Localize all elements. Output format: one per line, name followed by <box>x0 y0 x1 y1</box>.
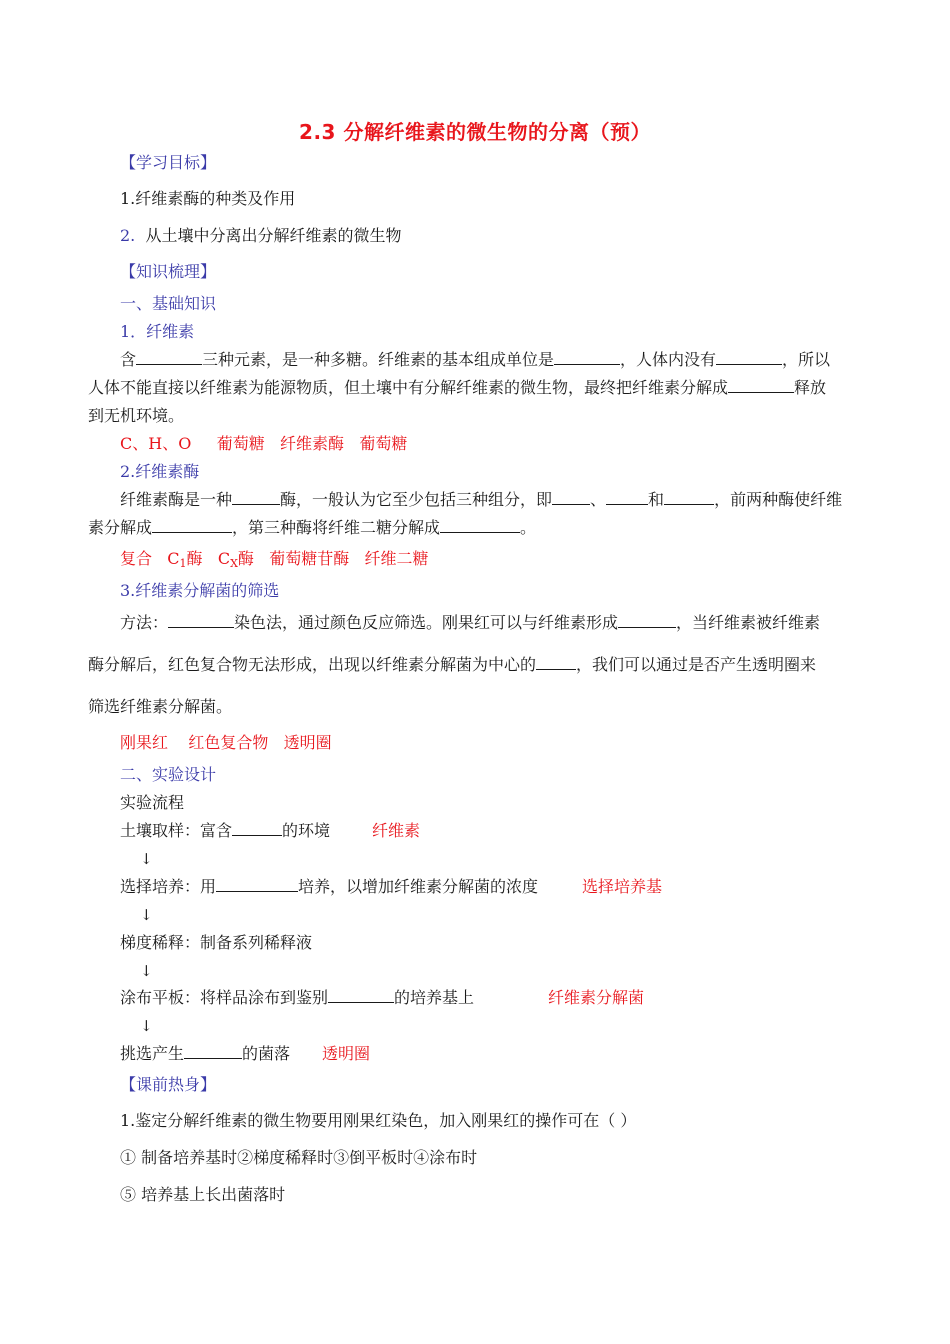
cellulose-line-2 <box>88 377 826 399</box>
fill-blank <box>136 349 202 365</box>
flow-step-5 <box>120 1043 290 1065</box>
fill-blank <box>152 517 232 533</box>
fill-blank <box>716 349 782 365</box>
answer-part: 酶 <box>186 549 203 568</box>
answer: 葡萄糖 <box>359 434 408 453</box>
flow-step-2-answer: 选择培养基 <box>582 877 663 896</box>
answer: 复合 <box>120 549 153 568</box>
fill-blank <box>232 489 280 505</box>
fill-blank <box>606 489 648 505</box>
fill-blank <box>552 489 590 505</box>
flow-step-1-answer: 纤维素 <box>372 821 421 840</box>
text-segment: 土壤取样：富含 <box>120 821 233 840</box>
question-1-options-a: ① 制备培养基时②梯度稀释时③倒平板时④涂布时 <box>120 1148 478 1167</box>
answer-part: 酶 <box>237 549 254 568</box>
fill-blank <box>232 820 282 836</box>
text-segment: 、 <box>590 490 607 509</box>
fill-blank <box>554 349 620 365</box>
flow-step-1 <box>120 820 330 842</box>
screening-answers <box>120 732 332 754</box>
screening-line-3: 筛选纤维素分解菌。 <box>88 697 233 716</box>
text-segment: 素分解成 <box>88 518 153 537</box>
text-segment: 的环境 <box>282 821 331 840</box>
answer-part: C <box>217 549 231 568</box>
answer <box>167 549 202 568</box>
answer-subscript: X <box>230 557 238 570</box>
text-segment: 释放 <box>794 378 827 397</box>
goal-2-number: 2. <box>120 226 136 245</box>
text-segment: ，人体内没有 <box>620 350 717 369</box>
answer: 葡萄糖 <box>216 434 265 453</box>
fill-blank <box>440 517 520 533</box>
text-segment: 涂布平板：将样品涂布到鉴别 <box>120 988 329 1007</box>
answer: 透明圈 <box>283 733 332 752</box>
answer: 葡萄糖苷酶 <box>269 549 350 568</box>
text-segment: 纤维素酶是一种 <box>120 490 233 509</box>
screening-line-2 <box>88 654 816 676</box>
down-arrow-icon: ↓ <box>140 1017 153 1035</box>
answer-subscript: 1 <box>179 557 187 570</box>
answer: C、H、O <box>120 434 192 453</box>
text-segment: 。 <box>520 518 537 537</box>
text-segment: 人体不能直接以纤维素为能源物质，但土壤中有分解纤维素的微生物，最终把纤维素分解成 <box>88 378 729 397</box>
answer <box>218 549 254 568</box>
answer: 红色复合物 <box>188 733 269 752</box>
down-arrow-icon: ↓ <box>140 906 153 924</box>
text-segment: 的菌落 <box>242 1044 291 1063</box>
cellulose-header: 1．纤维素 <box>120 322 195 341</box>
enzyme-header: 2.纤维素酶 <box>120 462 200 481</box>
flow-step-4 <box>120 987 474 1009</box>
knowledge-header: 【知识梳理】 <box>120 262 217 281</box>
question-1-options-b: ⑤ 培养基上长出菌落时 <box>120 1185 286 1204</box>
screening-header: 3.纤维素分解菌的筛选 <box>120 581 280 600</box>
text-segment: 的培养基上 <box>394 988 475 1007</box>
cellulose-answers <box>120 433 407 455</box>
enzyme-line-1 <box>120 489 842 511</box>
text-segment: 挑选产生 <box>120 1044 185 1063</box>
flow-title: 实验流程 <box>120 793 185 812</box>
flow-step-2 <box>120 876 538 898</box>
text-segment: 和 <box>648 490 665 509</box>
answer: 纤维二糖 <box>364 549 429 568</box>
fill-blank <box>328 987 394 1003</box>
fill-blank <box>216 876 298 892</box>
goal-2 <box>120 225 401 247</box>
text-segment: ，所以 <box>782 350 831 369</box>
text-segment: ，当纤维素被纤维素 <box>676 613 821 632</box>
answer: 刚果红 <box>120 733 169 752</box>
screening-line-1 <box>120 612 820 634</box>
warmup-header: 【课前热身】 <box>120 1075 217 1094</box>
text-segment: ，我们可以通过是否产生透明圈来 <box>576 655 817 674</box>
fill-blank <box>728 377 794 393</box>
answer: 纤维素酶 <box>280 434 345 453</box>
text-segment: 选择培养：用 <box>120 877 217 896</box>
down-arrow-icon: ↓ <box>140 850 153 868</box>
design-header: 二、实验设计 <box>120 765 217 784</box>
down-arrow-icon: ↓ <box>140 962 153 980</box>
text-segment: 酶，一般认为它至少包括三种组分，即 <box>280 490 553 509</box>
goals-header: 【学习目标】 <box>120 153 217 172</box>
basic-knowledge-header: 一、基础知识 <box>120 294 217 313</box>
page-title: 2.3 分解纤维素的微生物的分离（预） <box>299 120 651 144</box>
text-segment: 酶分解后，红色复合物无法形成，出现以纤维素分解菌为中心的 <box>88 655 537 674</box>
fill-blank <box>618 612 676 628</box>
text-segment: ，第三种酶将纤维二糖分解成 <box>232 518 441 537</box>
text-segment: ，前两种酶使纤维 <box>714 490 843 509</box>
enzyme-answers <box>120 548 428 575</box>
enzyme-line-2 <box>88 517 536 539</box>
fill-blank <box>168 612 234 628</box>
flow-step-4-answer: 纤维素分解菌 <box>548 988 645 1007</box>
text-segment: 方法： <box>120 613 169 632</box>
fill-blank <box>664 489 714 505</box>
goal-2-text: 从土壤中分离出分解纤维素的微生物 <box>145 226 402 245</box>
fill-blank <box>536 654 576 670</box>
text-segment: 三种元素，是一种多糖。纤维素的基本组成单位是 <box>202 350 555 369</box>
text-segment: 含 <box>120 350 137 369</box>
cellulose-line-1 <box>120 349 830 371</box>
answer-part: C <box>167 549 180 568</box>
fill-blank <box>184 1043 242 1059</box>
goal-1: 1.纤维素酶的种类及作用 <box>120 189 296 208</box>
flow-step-3: 梯度稀释：制备系列稀释液 <box>120 933 313 952</box>
cellulose-line-3: 到无机环境。 <box>88 406 185 425</box>
text-segment: 培养，以增加纤维素分解菌的浓度 <box>298 877 539 896</box>
flow-step-5-answer: 透明圈 <box>322 1044 371 1063</box>
question-1: 1.鉴定分解纤维素的微生物要用刚果红染色，加入刚果红的操作可在（ ） <box>120 1111 637 1130</box>
text-segment: 染色法，通过颜色反应筛选。刚果红可以与纤维素形成 <box>234 613 619 632</box>
